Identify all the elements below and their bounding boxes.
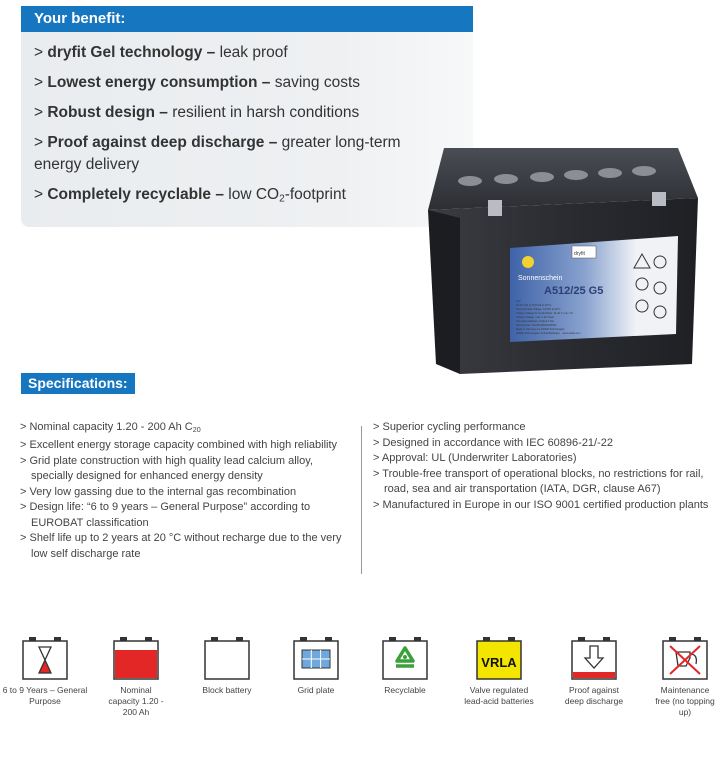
spec-item: > Approval: UL (Underwriter Laboratories) bbox=[373, 452, 577, 464]
spec-item: > Excellent energy storage capacity combined with high reliability bbox=[20, 439, 338, 452]
feature-grid-plate bbox=[268, 636, 364, 696]
spec-item: > Superior cycling performance bbox=[373, 421, 526, 433]
vrla-label: VRLA bbox=[481, 655, 517, 670]
battery-product-image bbox=[410, 128, 710, 388]
specifications-heading: Specifications: bbox=[21, 373, 135, 394]
battery-brand: Sonnenschein bbox=[518, 275, 563, 282]
battery-fine-print: Part Number: NGA5120025HS0SA bbox=[516, 324, 557, 327]
feature-nominal-capacity bbox=[88, 636, 184, 718]
sun-logo-icon bbox=[522, 256, 534, 268]
feature-caption: Nominal capacity 1.20 - 200 Ah bbox=[108, 685, 164, 717]
hourglass-battery-icon bbox=[22, 636, 68, 680]
spec-item: > Nominal capacity 1.20 - 200 Ah $C_{20}$ bbox=[20, 421, 201, 434]
benefit-item: > Proof against deep discharge – greater long-term energy delivery bbox=[34, 134, 401, 173]
spec-divider bbox=[361, 426, 362, 574]
spec-list-left bbox=[20, 420, 350, 562]
spec-item: > Grid plate construction with high quality lead calcium alloy, specially designed for enhanced energy density bbox=[20, 454, 313, 483]
feature-caption: Grid plate bbox=[297, 685, 335, 695]
spec-item: > Design life: “6 to 9 years – General Purpose” according to EUROBAT classification bbox=[20, 501, 311, 529]
feature-design-life bbox=[0, 636, 93, 707]
feature-caption: Recyclable bbox=[384, 685, 426, 695]
battery-fine-print: 25 Ah C20 (1.75V/cell at 20°C) bbox=[516, 304, 552, 307]
battery-badge: dryfit bbox=[574, 251, 585, 257]
grid-plate-icon bbox=[293, 636, 339, 680]
benefit-item: > Robust design – resilient in harsh conditions bbox=[34, 104, 360, 121]
deep-discharge-icon bbox=[571, 636, 617, 680]
battery-fine-print: Nominal Float Voltage: 13.65V at 20°C bbox=[516, 308, 561, 311]
feature-caption: Block battery bbox=[202, 685, 252, 695]
battery-fine-print: Made in Germany by EXIDE Technologies bbox=[516, 328, 565, 331]
nominal-capacity-battery-icon bbox=[113, 636, 159, 680]
benefit-heading: Your benefit: bbox=[21, 6, 473, 32]
benefit-item: > dryfit Gel technology – leak proof bbox=[34, 44, 288, 61]
benefit-item: > Completely recyclable – low $CO_2$-footprint bbox=[34, 186, 346, 205]
battery-fine-print: Charge Voltage: max. 2.40 V/cell bbox=[516, 316, 554, 319]
spec-item: > Designed in accordance with IEC 60896-21/-22 bbox=[373, 436, 614, 449]
feature-vrla bbox=[451, 636, 547, 707]
feature-maintenance-free bbox=[637, 636, 727, 718]
feature-deep-discharge bbox=[546, 636, 642, 707]
spec-item: > Very low gassing due to the internal gas recombination bbox=[20, 485, 297, 498]
vrla-battery-icon bbox=[476, 636, 522, 680]
feature-caption: Proof against deep discharge bbox=[564, 685, 624, 706]
battery-model: A512/25 G5 bbox=[544, 285, 604, 297]
benefit-item: > Lowest energy consumption – saving costs bbox=[34, 74, 361, 91]
benefit-list bbox=[34, 42, 454, 219]
maintenance-free-icon bbox=[662, 636, 708, 680]
feature-caption: Valve regulated lead-acid batteries bbox=[464, 685, 534, 706]
feature-caption: Maintenance free (no topping up) bbox=[655, 685, 715, 717]
feature-block-battery bbox=[179, 636, 275, 696]
battery-fine-print: Terminal Hardware: Torque 6 Nm bbox=[516, 320, 555, 323]
recyclable-icon bbox=[382, 636, 428, 680]
spec-item: > Manufactured in Europe in our ISO 9001 certified production plants bbox=[373, 498, 709, 511]
block-battery-icon bbox=[204, 636, 250, 680]
spec-item: > Shelf life up to 2 years at 20 °C without recharge due to the very low self discharge rate bbox=[20, 532, 342, 560]
feature-caption: 6 to 9 Years – General Purpose bbox=[2, 685, 88, 706]
battery-fine-print: Charge Voltage for Cycle Mode: 14.40 V, max. 1h bbox=[516, 312, 573, 315]
battery-fine-print: 12V bbox=[516, 300, 521, 303]
spec-item: > Trouble-free transport of operational blocks, no restrictions for rail, road, sea and air transportation (IATA, DGR, clause A67) bbox=[373, 467, 704, 495]
battery-fine-print: EXIDE Technologies GmbH Biedingen · www.exide.com bbox=[516, 332, 581, 335]
feature-recyclable bbox=[357, 636, 453, 696]
spec-list-right bbox=[373, 420, 713, 513]
